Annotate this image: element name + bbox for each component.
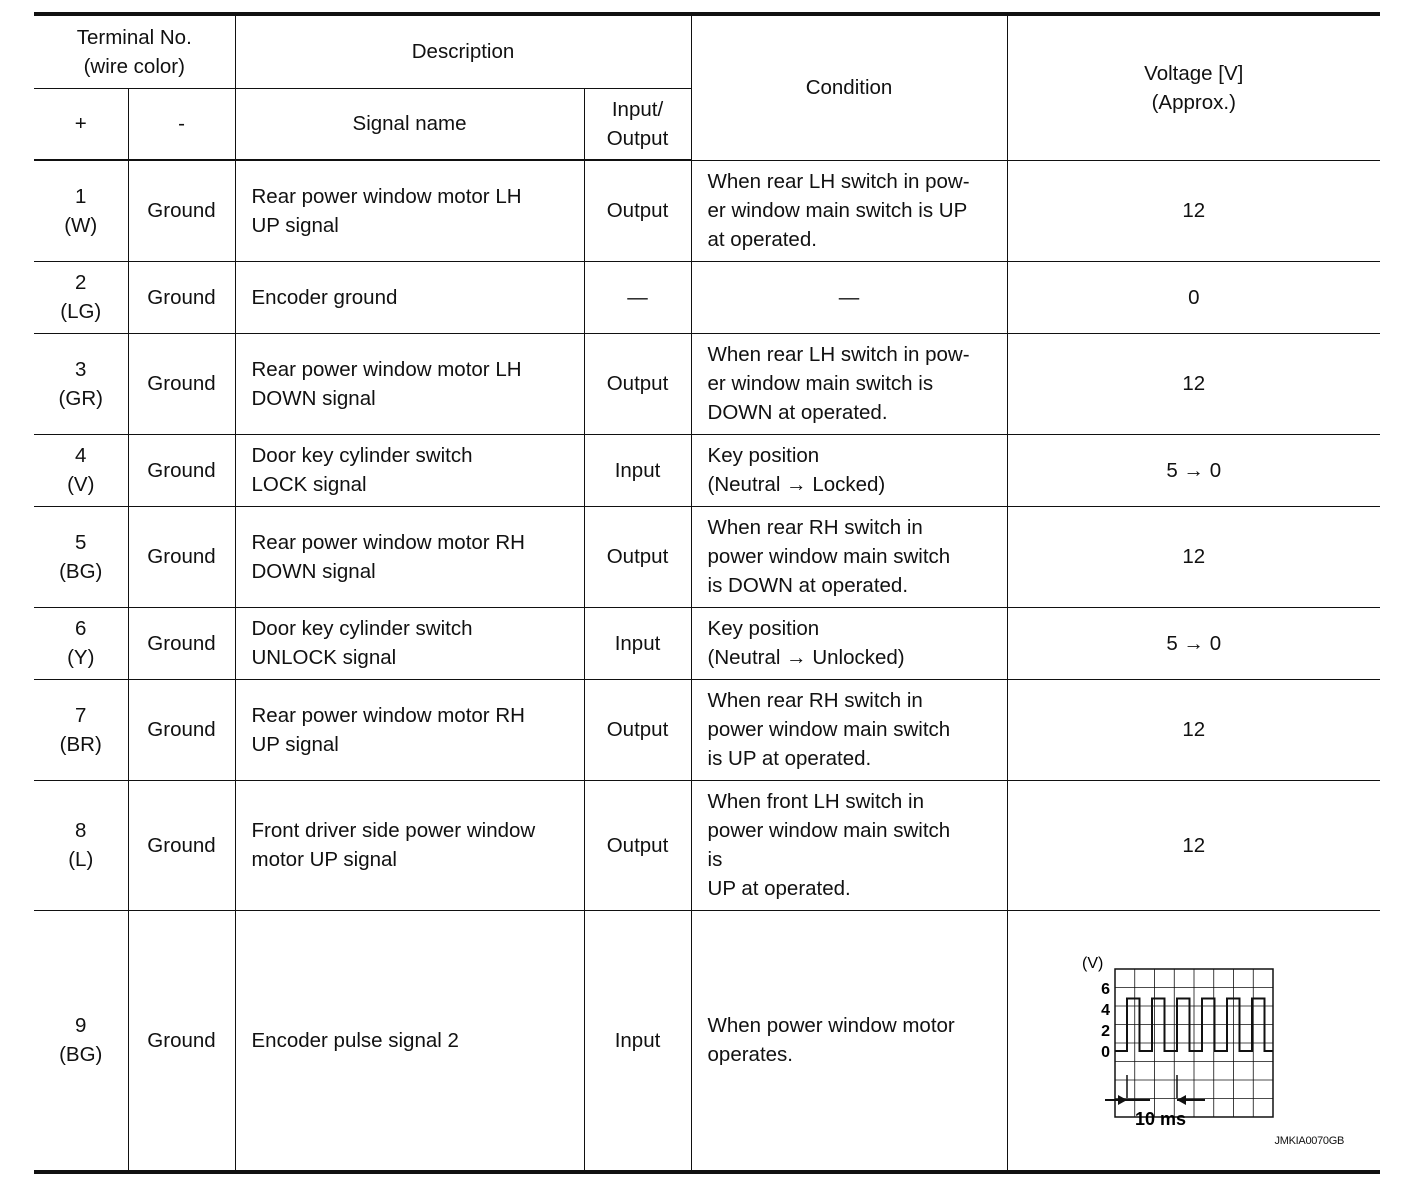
y-tick-label: 2 [1100, 1022, 1110, 1040]
input-output: Output [584, 679, 691, 780]
signal-name-line: Door key cylinder switch [251, 617, 473, 640]
y-unit-label: (V) [1081, 954, 1103, 972]
terminal-cell [34, 333, 128, 434]
signal-name-line: Front driver side power window [251, 819, 536, 842]
wire-color: (W) [64, 213, 98, 237]
condition-line: When rear RH switch in [707, 689, 923, 712]
plus-header: + [34, 88, 128, 160]
terminal-cell [34, 607, 128, 679]
condition-line: When rear LH switch in pow- [707, 170, 970, 193]
condition-line: operates. [707, 1043, 793, 1067]
terminal-cell [34, 506, 128, 607]
table-row [34, 679, 1380, 780]
terminal-cell [34, 780, 128, 910]
condition-line: (Neutral → Locked) [707, 473, 886, 496]
wire-color: (BG) [59, 559, 103, 583]
voltage: 12 [1007, 506, 1380, 607]
signal-name-line: Rear power window motor RH [251, 703, 525, 727]
signal-name [235, 261, 584, 333]
voltage: 12 [1007, 333, 1380, 434]
condition-line: is UP at operated. [707, 747, 872, 770]
description-header: Description [235, 14, 691, 88]
time-arrow-right-head [1177, 1095, 1186, 1105]
signal-name-header: Signal name [235, 88, 584, 160]
signal-name-line: motor UP signal [251, 848, 397, 871]
condition-line: er window main switch is UP [707, 199, 968, 222]
condition-header: Condition [691, 14, 1007, 160]
condition-line: When front LH switch in [707, 790, 924, 813]
signal-name [235, 160, 584, 261]
terminal-table [34, 12, 1380, 1174]
signal-name [235, 506, 584, 607]
condition [691, 160, 1007, 261]
terminal-number: 4 [75, 444, 87, 467]
condition-line: Key position [707, 444, 820, 467]
signal-name-line: DOWN signal [251, 559, 376, 583]
minus-terminal: Ground [128, 261, 235, 333]
condition-line: (Neutral → Unlocked) [707, 646, 905, 669]
condition [691, 910, 1007, 1172]
minus-terminal: Ground [128, 607, 235, 679]
condition [691, 506, 1007, 607]
wire-color: (L) [68, 848, 94, 871]
input-output: Output [584, 333, 691, 434]
y-tick-label: 0 [1100, 1043, 1110, 1061]
signal-name [235, 679, 584, 780]
signal-name [235, 333, 584, 434]
signal-name [235, 434, 584, 506]
signal-name-line: Encoder ground [251, 285, 398, 309]
condition [691, 434, 1007, 506]
minus-header: - [128, 88, 235, 160]
encoder-pulse-waveform [1078, 955, 1278, 1130]
terminal-number: 2 [75, 271, 87, 294]
time-arrow-left-head [1118, 1095, 1127, 1105]
terminal-cell [34, 160, 128, 261]
minus-terminal: Ground [128, 780, 235, 910]
minus-terminal: Ground [128, 333, 235, 434]
condition-line: DOWN at operated. [707, 401, 888, 424]
input-output: — [584, 261, 691, 333]
condition [691, 333, 1007, 434]
signal-name-line: Rear power window motor LH [251, 357, 522, 381]
signal-name-line: Encoder pulse signal 2 [251, 1028, 459, 1052]
minus-terminal: Ground [128, 506, 235, 607]
input-output: Output [584, 160, 691, 261]
table-row [34, 333, 1380, 434]
wire-color: (LG) [60, 300, 102, 323]
input-output: Input [584, 607, 691, 679]
terminal-number: 1 [75, 184, 87, 208]
terminal-cell [34, 261, 128, 333]
wire-color: (GR) [58, 386, 103, 410]
signal-name-line: DOWN signal [251, 386, 376, 410]
header-row-1 [34, 14, 1380, 88]
terminal-number: 7 [75, 703, 87, 727]
condition-line: is DOWN at operated. [707, 574, 909, 597]
condition-line: — [838, 285, 860, 309]
signal-name-line: UNLOCK signal [251, 646, 397, 669]
condition-line: is [707, 848, 723, 871]
condition [691, 679, 1007, 780]
wire-color: (BR) [59, 732, 102, 756]
signal-name-line: UP signal [251, 732, 339, 756]
signal-name-line: UP signal [251, 213, 339, 237]
voltage: 5 → 0 [1007, 434, 1380, 506]
terminal-number: 9 [75, 1014, 87, 1038]
terminal-number: 5 [75, 530, 87, 554]
input-output: Output [584, 780, 691, 910]
wire-color: (BG) [59, 1043, 103, 1067]
signal-name [235, 780, 584, 910]
input-output: Input [584, 434, 691, 506]
input-output: Output [584, 506, 691, 607]
table-row [34, 434, 1380, 506]
terminal-cell [34, 679, 128, 780]
signal-name-line: LOCK signal [251, 473, 367, 496]
condition [691, 261, 1007, 333]
table-row [34, 607, 1380, 679]
condition-line: When power window motor [707, 1014, 955, 1038]
wire-color: (V) [67, 473, 95, 496]
time-scale-label: 10 ms [1134, 1108, 1186, 1129]
terminal-number: 3 [75, 357, 87, 381]
table-row [34, 261, 1380, 333]
condition-line: UP at operated. [707, 877, 851, 900]
signal-name [235, 910, 584, 1172]
voltage: 0 [1007, 261, 1380, 333]
signal-name-line: Rear power window motor RH [251, 530, 525, 554]
terminal-number: 8 [75, 819, 87, 842]
condition-line: power window main switch [707, 718, 951, 741]
condition-line: When rear RH switch in [707, 516, 923, 539]
signal-name-line: Door key cylinder switch [251, 444, 473, 467]
condition-line: power window main switch [707, 545, 951, 568]
y-tick-label: 4 [1100, 1001, 1110, 1019]
minus-terminal: Ground [128, 679, 235, 780]
input-output: Input [584, 910, 691, 1172]
voltage: 12 [1007, 679, 1380, 780]
condition-line: er window main switch is [707, 372, 934, 395]
wire-color: (Y) [67, 646, 95, 669]
signal-name-line: Rear power window motor LH [251, 184, 522, 208]
condition [691, 607, 1007, 679]
condition [691, 780, 1007, 910]
condition-line: at operated. [707, 228, 817, 251]
voltage: 12 [1007, 780, 1380, 910]
voltage-header: Voltage [V] (Approx.) [1007, 14, 1380, 160]
signal-name [235, 607, 584, 679]
minus-terminal: Ground [128, 434, 235, 506]
minus-terminal: Ground [128, 910, 235, 1172]
condition-line: When rear LH switch in pow- [707, 343, 970, 366]
table-row [34, 506, 1380, 607]
terminal-number: 6 [75, 617, 87, 640]
table-row [34, 160, 1380, 261]
voltage: 5 → 0 [1007, 607, 1380, 679]
table-row [34, 910, 1380, 1172]
io-header: Input/ Output [584, 88, 691, 160]
table-row [34, 780, 1380, 910]
condition-line: power window main switch [707, 819, 951, 842]
voltage: 12 [1007, 160, 1380, 261]
terminal-cell [34, 434, 128, 506]
terminal-no-header: Terminal No. (wire color) [34, 14, 235, 88]
figure-id: JMKIA0070GB [1274, 1135, 1345, 1147]
terminal-cell [34, 910, 128, 1172]
minus-terminal: Ground [128, 160, 235, 261]
y-tick-label: 6 [1100, 980, 1110, 998]
condition-line: Key position [707, 617, 820, 640]
voltage [1007, 910, 1380, 1172]
